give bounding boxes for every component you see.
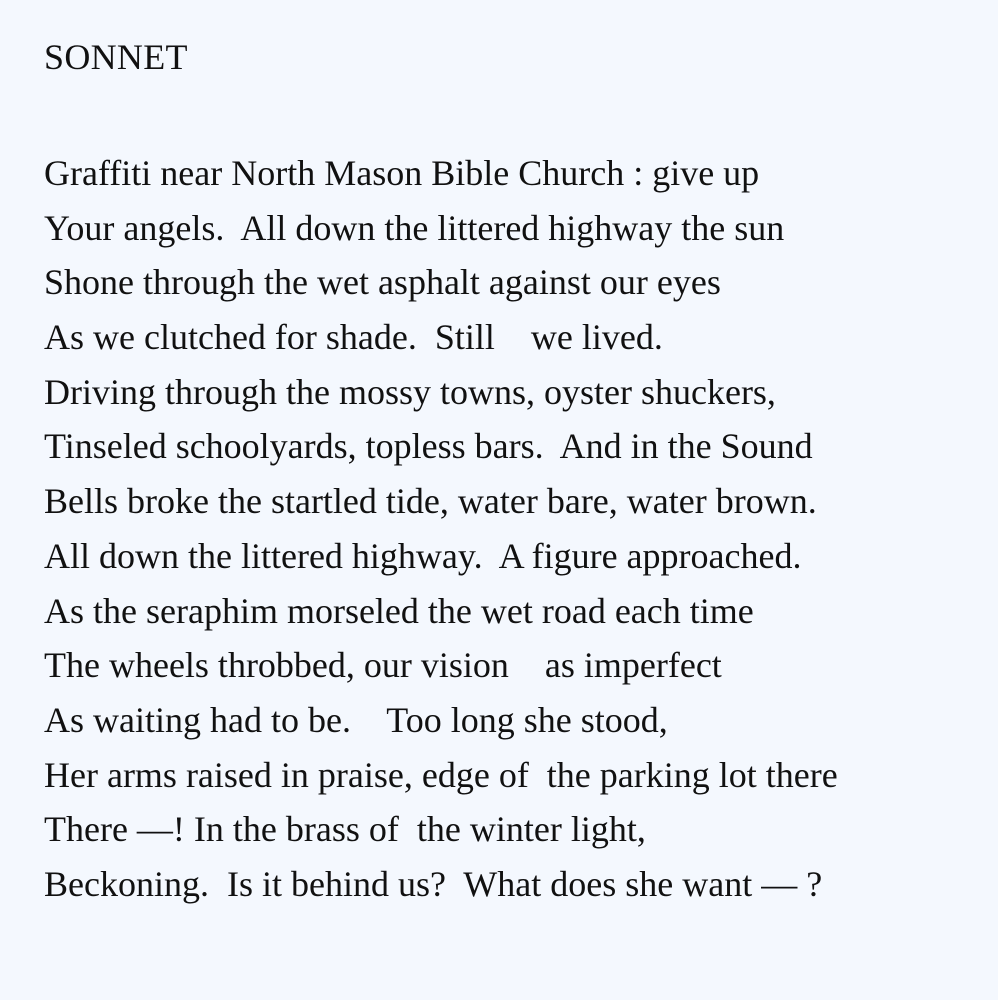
poem-line-5: Driving through the mossy towns, oyster shuckers,	[44, 371, 776, 412]
poem-line-3: Shone through the wet asphalt against our eyes	[44, 262, 721, 303]
poem-line-9: As the seraphim morseled the wet road each time	[44, 590, 754, 631]
poem-line-10: The wheels throbbed, our vision as imperfect	[44, 645, 722, 686]
poem-line-7: Bells broke the startled tide, water bare, water brown.	[44, 481, 817, 522]
poem-line-2: Your angels. All down the littered highway the sun	[44, 207, 785, 248]
poem-line-4: As we clutched for shade. Still we lived.	[44, 317, 663, 358]
poem-title: SONNET	[44, 37, 188, 77]
poem-line-1: Graffiti near North Mason Bible Church : give up	[44, 153, 760, 193]
poem-line-11: As waiting had to be. Too long she stood,	[44, 699, 668, 740]
poem-line-14: Beckoning. Is it behind us? What does she want — ?	[44, 863, 823, 904]
poem-line-6: Tinseled schoolyards, topless bars. And in the Sound	[44, 426, 813, 467]
poem-line-8: All down the littered highway. A figure approached.	[44, 535, 802, 576]
poem-line-12: Her arms raised in praise, edge of the parking lot there	[44, 754, 838, 795]
poem-line-13: There —! In the brass of the winter light,	[44, 809, 646, 850]
poem-body	[44, 146, 998, 912]
